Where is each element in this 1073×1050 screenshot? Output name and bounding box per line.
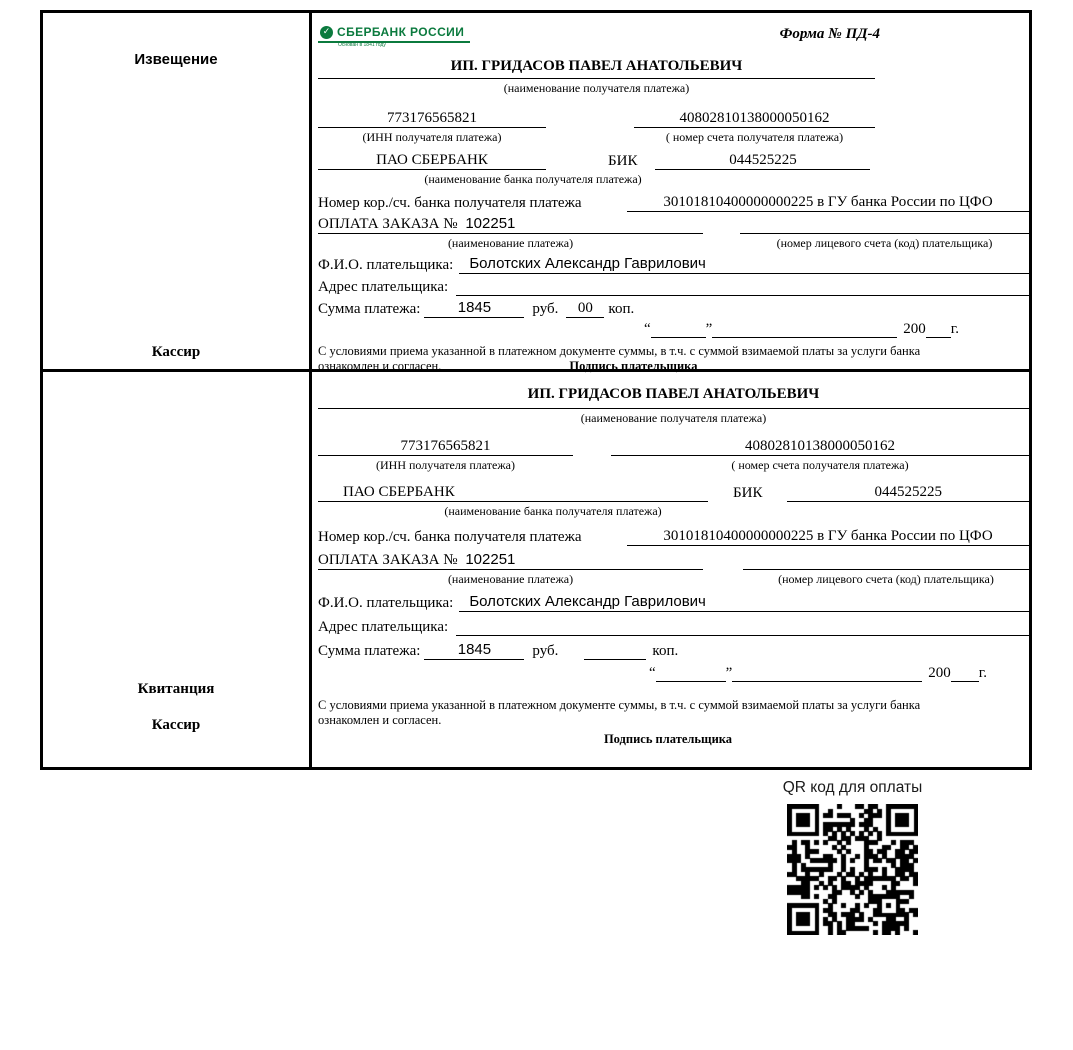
quote-close: ” <box>705 321 713 338</box>
account-caption-2: ( номер счета получателя платежа) <box>731 458 909 472</box>
account-caption: ( номер счета получателя платежа) <box>665 130 844 144</box>
qr-code <box>787 804 918 935</box>
payee-inn-field-2: 773176565821 <box>318 438 573 456</box>
sberbank-logo-text: СБЕРБАНК РОССИИ <box>337 25 465 39</box>
date-day-field <box>651 337 706 338</box>
rub-label: руб. <box>532 301 559 318</box>
agreement-text <box>318 344 1018 374</box>
payer-name-field-2: Болотских Александр Гаврилович <box>459 594 1029 612</box>
notice-title: Извещение <box>134 51 218 68</box>
quote-open: “ <box>643 321 651 338</box>
pd4-form-table <box>40 10 1032 770</box>
bank-caption-2: (наименование банка получателя платежа) <box>444 504 662 518</box>
payee-inn-field: 773176565821 <box>318 110 546 128</box>
agreement-line1: С условиями приема указанной в платежном документе суммы, в т.ч. с суммой взимаемой платы за услуги банка <box>318 344 921 358</box>
payer-address-field-2 <box>456 635 1029 636</box>
form-number-title: Форма № ПД-4 <box>779 26 880 42</box>
date-row-2 <box>318 660 1029 682</box>
amount-rub-field-2: 1845 <box>424 642 524 660</box>
year-prefix: 200 <box>903 321 926 338</box>
year-field-2 <box>951 681 979 682</box>
payment-caption-2: (наименование платежа) <box>447 572 574 586</box>
notice-stub <box>43 13 312 372</box>
amount-kop-field: 00 <box>566 300 604 318</box>
amount-label: Сумма платежа: <box>318 301 421 318</box>
kop-label: коп. <box>608 301 635 318</box>
payment-caption: (наименование платежа) <box>447 236 574 250</box>
inn-caption: (ИНН получателя платежа) <box>362 130 502 144</box>
payer-name-label: Ф.И.О. плательщика: <box>318 257 454 274</box>
qr-payment-block <box>765 779 940 940</box>
payee-account-field-2: 40802810138000050162 <box>611 438 1029 456</box>
payee-name-field-2: ИП. ГРИДАСОВ ПАВЕЛ АНАТОЛЬЕВИЧ <box>318 386 1029 409</box>
agreement-text-2 <box>318 698 1018 747</box>
payer-signature-label-2: Подпись плательщика <box>603 732 733 746</box>
payer-address-label-2: Адрес плательщика: <box>318 619 449 636</box>
amount-rub-field: 1845 <box>424 300 524 318</box>
payer-address-label: Адрес плательщика: <box>318 279 449 296</box>
bik-field-2: 044525225 <box>787 484 1029 502</box>
payer-name-field: Болотских Александр Гаврилович <box>459 256 1029 274</box>
year-field <box>926 337 951 338</box>
order-number-field-2: 102251 <box>465 551 516 569</box>
corr-account-field-2: 30101810400000000225 в ГУ банка России по ЦФО <box>627 528 1029 546</box>
agreement-line2-2: ознакомлен и согласен. <box>318 713 442 727</box>
bik-label-2: БИК <box>733 485 763 502</box>
bank-name-field-2: ПАО СБЕРБАНК <box>318 484 708 502</box>
payee-name-field: ИП. ГРИДАСОВ ПАВЕЛ АНАТОЛЬЕВИЧ <box>318 58 875 79</box>
date-row <box>318 318 1029 338</box>
corr-account-field: 30101810400000000225 в ГУ банка России по ЦФО <box>627 194 1029 212</box>
corr-account-label-2: Номер кор./сч. банка получателя платежа <box>318 529 582 546</box>
amount-label-2: Сумма платежа: <box>318 643 421 660</box>
payer-name-label-2: Ф.И.О. плательщика: <box>318 595 454 612</box>
date-month-field-2 <box>732 681 922 682</box>
year-prefix-2: 200 <box>928 665 951 682</box>
notice-section-body <box>312 13 1029 372</box>
bank-name-field: ПАО СБЕРБАНК <box>318 152 546 170</box>
corr-account-label: Номер кор./сч. банка получателя платежа <box>318 195 582 212</box>
sberbank-logo <box>318 26 470 48</box>
personal-account-caption: (номер лицевого счета (код) плательщика) <box>776 236 993 250</box>
date-day-field-2 <box>656 681 726 682</box>
payee-name-caption: (наименование получателя платежа) <box>503 81 690 95</box>
order-number-field: 102251 <box>465 215 516 233</box>
payment-purpose-field-2: ОПЛАТА ЗАКАЗА № <box>318 552 458 569</box>
kop-label-2: коп. <box>652 643 679 660</box>
payer-address-field <box>456 295 1029 296</box>
receipt-section-body <box>312 372 1029 767</box>
payee-name-caption-2: (наименование получателя платежа) <box>580 411 767 425</box>
cashier-label: Кассир <box>151 344 201 360</box>
qr-label: QR код для оплаты <box>782 779 923 796</box>
quote-close-2: ” <box>725 665 733 682</box>
receipt-title: Квитанция <box>137 681 215 697</box>
quote-open-2: “ <box>648 665 656 682</box>
payee-account-field: 40802810138000050162 <box>634 110 875 128</box>
agreement-line1-2: С условиями приема указанной в платежном документе суммы, в т.ч. с суммой взимаемой платы за услуги банка <box>318 698 921 712</box>
bik-field: 044525225 <box>655 152 870 170</box>
receipt-stub <box>43 372 312 767</box>
rub-label-2: руб. <box>532 643 559 660</box>
cashier-label-2: Кассир <box>151 717 201 733</box>
inn-caption-2: (ИНН получателя платежа) <box>376 458 515 472</box>
bik-label: БИК <box>608 153 638 170</box>
sberbank-logo-tagline: Основан в 1841 году <box>338 42 386 49</box>
sberbank-check-icon: ✓ <box>320 26 333 39</box>
year-suffix: г. <box>950 321 959 338</box>
payer-signature-label: Подпись плательщика <box>569 359 698 373</box>
personal-account-caption-2: (номер лицевого счета (код) плательщика) <box>778 572 994 586</box>
agreement-line2: ознакомлен и согласен. <box>318 359 442 373</box>
bank-caption: (наименование банка получателя платежа) <box>424 172 642 186</box>
amount-kop-field-2 <box>584 659 646 660</box>
year-suffix-2: г. <box>978 665 987 682</box>
date-month-field <box>712 337 897 338</box>
payment-purpose-field: ОПЛАТА ЗАКАЗА № <box>318 216 458 233</box>
